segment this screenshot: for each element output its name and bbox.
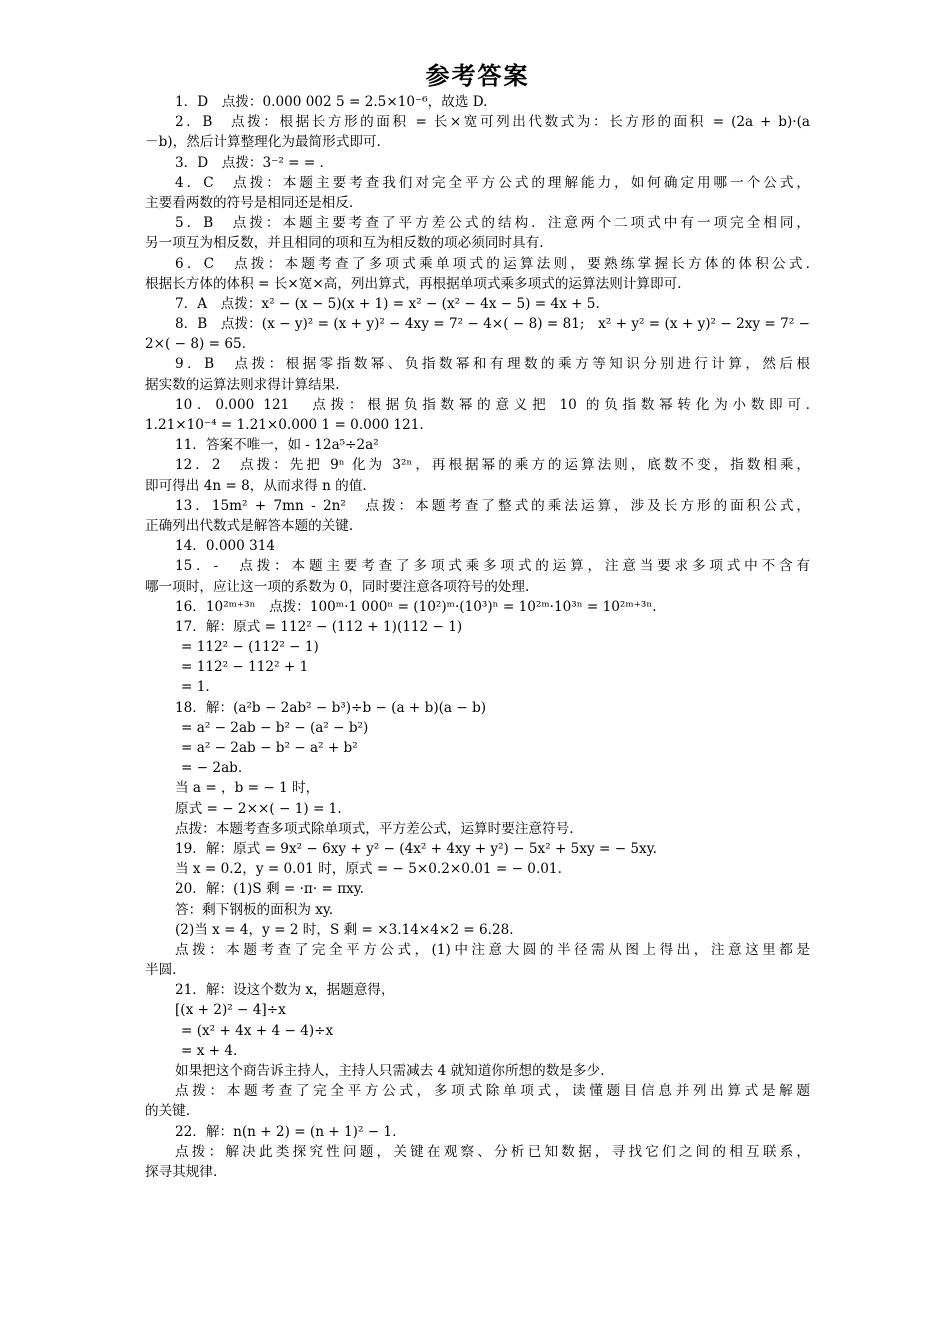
answer-line: 10．0.000 121 点拨：根据负指数幂的意义把 10 的负指数幂转化为小数即可. (175, 396, 810, 413)
answer-line: 17．解：原式 = 112² − (112 + 1)(112 − 1) (175, 618, 463, 635)
answer-line: 点拨：本题考查了完全平方公式，多项式除单项式，读懂题目信息并列出算式是解题 (175, 1083, 810, 1100)
answer-line: 根据长方体的体积 = 长×宽×高，列出算式，再根据单项式乘多项式的运算法则计算即可. (145, 275, 682, 292)
answer-line: 2×( − 8) = 65. (145, 336, 246, 353)
answer-line: －b)，然后计算整理化为最简形式即可. (145, 134, 381, 151)
page-title: 参考答案 (425, 62, 530, 90)
answer-line: 探寻其规律. (145, 1163, 218, 1180)
answer-line: = (x² + 4x + 4 − 4)÷x (181, 1022, 334, 1039)
answer-line: 点拨：解决此类探究性问题，关键在观察、分析已知数据，寻找它们之间的相互联系， (175, 1143, 810, 1160)
answer-line: 21．解：设这个数为 x，据题意得， (175, 982, 395, 999)
answer-line: = − 2ab. (181, 760, 243, 777)
answer-line: 5．B 点拨：本题主要考查了平方差公式的结构．注意两个二项式中有一项完全相同， (175, 215, 810, 232)
answer-line: 11．答案不唯一，如 - 12a⁵÷2a² (175, 437, 379, 454)
answer-line: 半圆. (145, 962, 177, 979)
answer-line: = 112² − 112² + 1 (181, 659, 309, 676)
answer-line: 点拨：本题考查了完全平方公式，(1)中注意大圆的半径需从图上得出，注意这里都是 (175, 941, 810, 958)
answer-line: 即可得出 4n = 8，从而求得 n 的值. (145, 477, 367, 494)
answer-line: 的关键. (145, 1103, 191, 1120)
answer-line: 15．- 点拨：本题主要考查了多项式乘多项式的运算，注意当要求多项式中不含有 (175, 558, 810, 575)
answer-line: 哪一项时，应让这一项的系数为 0，同时要注意各项符号的处理. (145, 578, 530, 595)
answer-line: 6．C 点拨：本题考查了多项式乘单项式的运算法则，要熟练掌握长方体的体积公式. (175, 255, 810, 272)
answer-line: 16．10²ᵐ⁺³ⁿ 点拨：100ᵐ·1 000ⁿ = (10²)ᵐ·(10³)ⁿ = 10²ᵐ·10³ⁿ = 10²ᵐ⁺³ⁿ. (175, 598, 657, 615)
answer-line: (2)当 x = 4，y = 2 时，S 剩 = ×3.14×4×2 = 6.28. (175, 921, 514, 938)
answer-line: 另一项互为相反数，并且相同的项和互为相反数的项必须同时具有. (145, 235, 544, 252)
answer-line: = 1. (181, 679, 210, 696)
answer-line: 答：剩下钢板的面积为 xy. (175, 901, 334, 918)
answer-line: 9．B 点拨：根据零指数幂、负指数幂和有理数的乘方等知识分别进行计算，然后根 (175, 356, 810, 373)
answer-line: 14．0.000 314 (175, 538, 276, 555)
answer-line: 正确列出代数式是解答本题的关键. (145, 517, 354, 534)
answer-line: 主要看两数的符号是相同还是相反. (145, 194, 354, 211)
answer-line: [(x + 2)² − 4]÷x (175, 1002, 286, 1019)
answer-line: = a² − 2ab − b² − a² + b² (181, 740, 358, 756)
answer-line: 3．D 点拨：3⁻² = = . (175, 154, 324, 171)
answer-line: 19．解：原式 = 9x² − 6xy + y² − (4x² + 4xy + y²) − 5x² + 5xy = − 5xy. (175, 840, 657, 857)
answer-page (145, 62, 810, 1182)
answer-line: 原式 = − 2××( − 1) = 1. (175, 800, 342, 817)
answer-body (145, 92, 810, 1182)
answer-line: 1.21×10⁻⁴ = 1.21×0.000 1 = 0.000 121. (145, 417, 424, 433)
answer-line: 1．D 点拨：0.000 002 5 = 2.5×10⁻⁶，故选 D. (175, 94, 488, 110)
answer-line: = a² − 2ab − b² − (a² − b²) (181, 719, 369, 736)
answer-line: 7．A 点拨：x² − (x − 5)(x + 1) = x² − (x² − 4x − 5) = 4x + 5. (175, 295, 600, 312)
answer-line: 当 a = ，b = − 1 时， (175, 780, 320, 797)
answer-line: 8．B 点拨：(x − y)² = (x + y)² − 4xy = 7² − 4×( − 8) = 81; x² + y² = (x + y)² − 2xy = 7² − (175, 316, 810, 333)
answer-line: 13．15m² + 7mn - 2n² 点拨：本题考查了整式的乘法运算，涉及长方形的面积公式， (175, 497, 810, 514)
answer-line: 2．B 点拨：根据长方形的面积 = 长×宽可列出代数式为：长方形的面积 = (2a + b)·(a (175, 114, 810, 131)
answer-line: 12．2 点拨：先把 9ⁿ 化为 3²ⁿ，再根据幂的乘方的运算法则，底数不变，指数相乘， (175, 457, 810, 474)
answer-line: = 112² − (112² − 1) (181, 639, 319, 656)
answer-line: 20．解：(1)S 剩 = ·π· = πxy. (175, 881, 364, 898)
answer-line: 18．解：(a²b − 2ab² − b³)÷b − (a + b)(a − b) (175, 699, 487, 716)
answer-line: 据实数的运算法则求得计算结果. (145, 376, 340, 393)
answer-line: 当 x = 0.2，y = 0.01 时，原式 = − 5×0.2×0.01 = − 0.01. (175, 861, 562, 878)
answer-line: = x + 4. (181, 1042, 238, 1059)
answer-line: 如果把这个商告诉主持人，主持人只需减去 4 就知道你所想的数是多少. (175, 1063, 605, 1079)
answer-line: 22．解：n(n + 2) = (n + 1)² − 1. (175, 1123, 397, 1140)
answer-line: 点拨：本题考查多项式除单项式，平方差公式，运算时要注意符号. (175, 820, 574, 837)
answer-line: 4．C 点拨：本题主要考查我们对完全平方公式的理解能力，如何确定用哪一个公式， (175, 174, 810, 191)
